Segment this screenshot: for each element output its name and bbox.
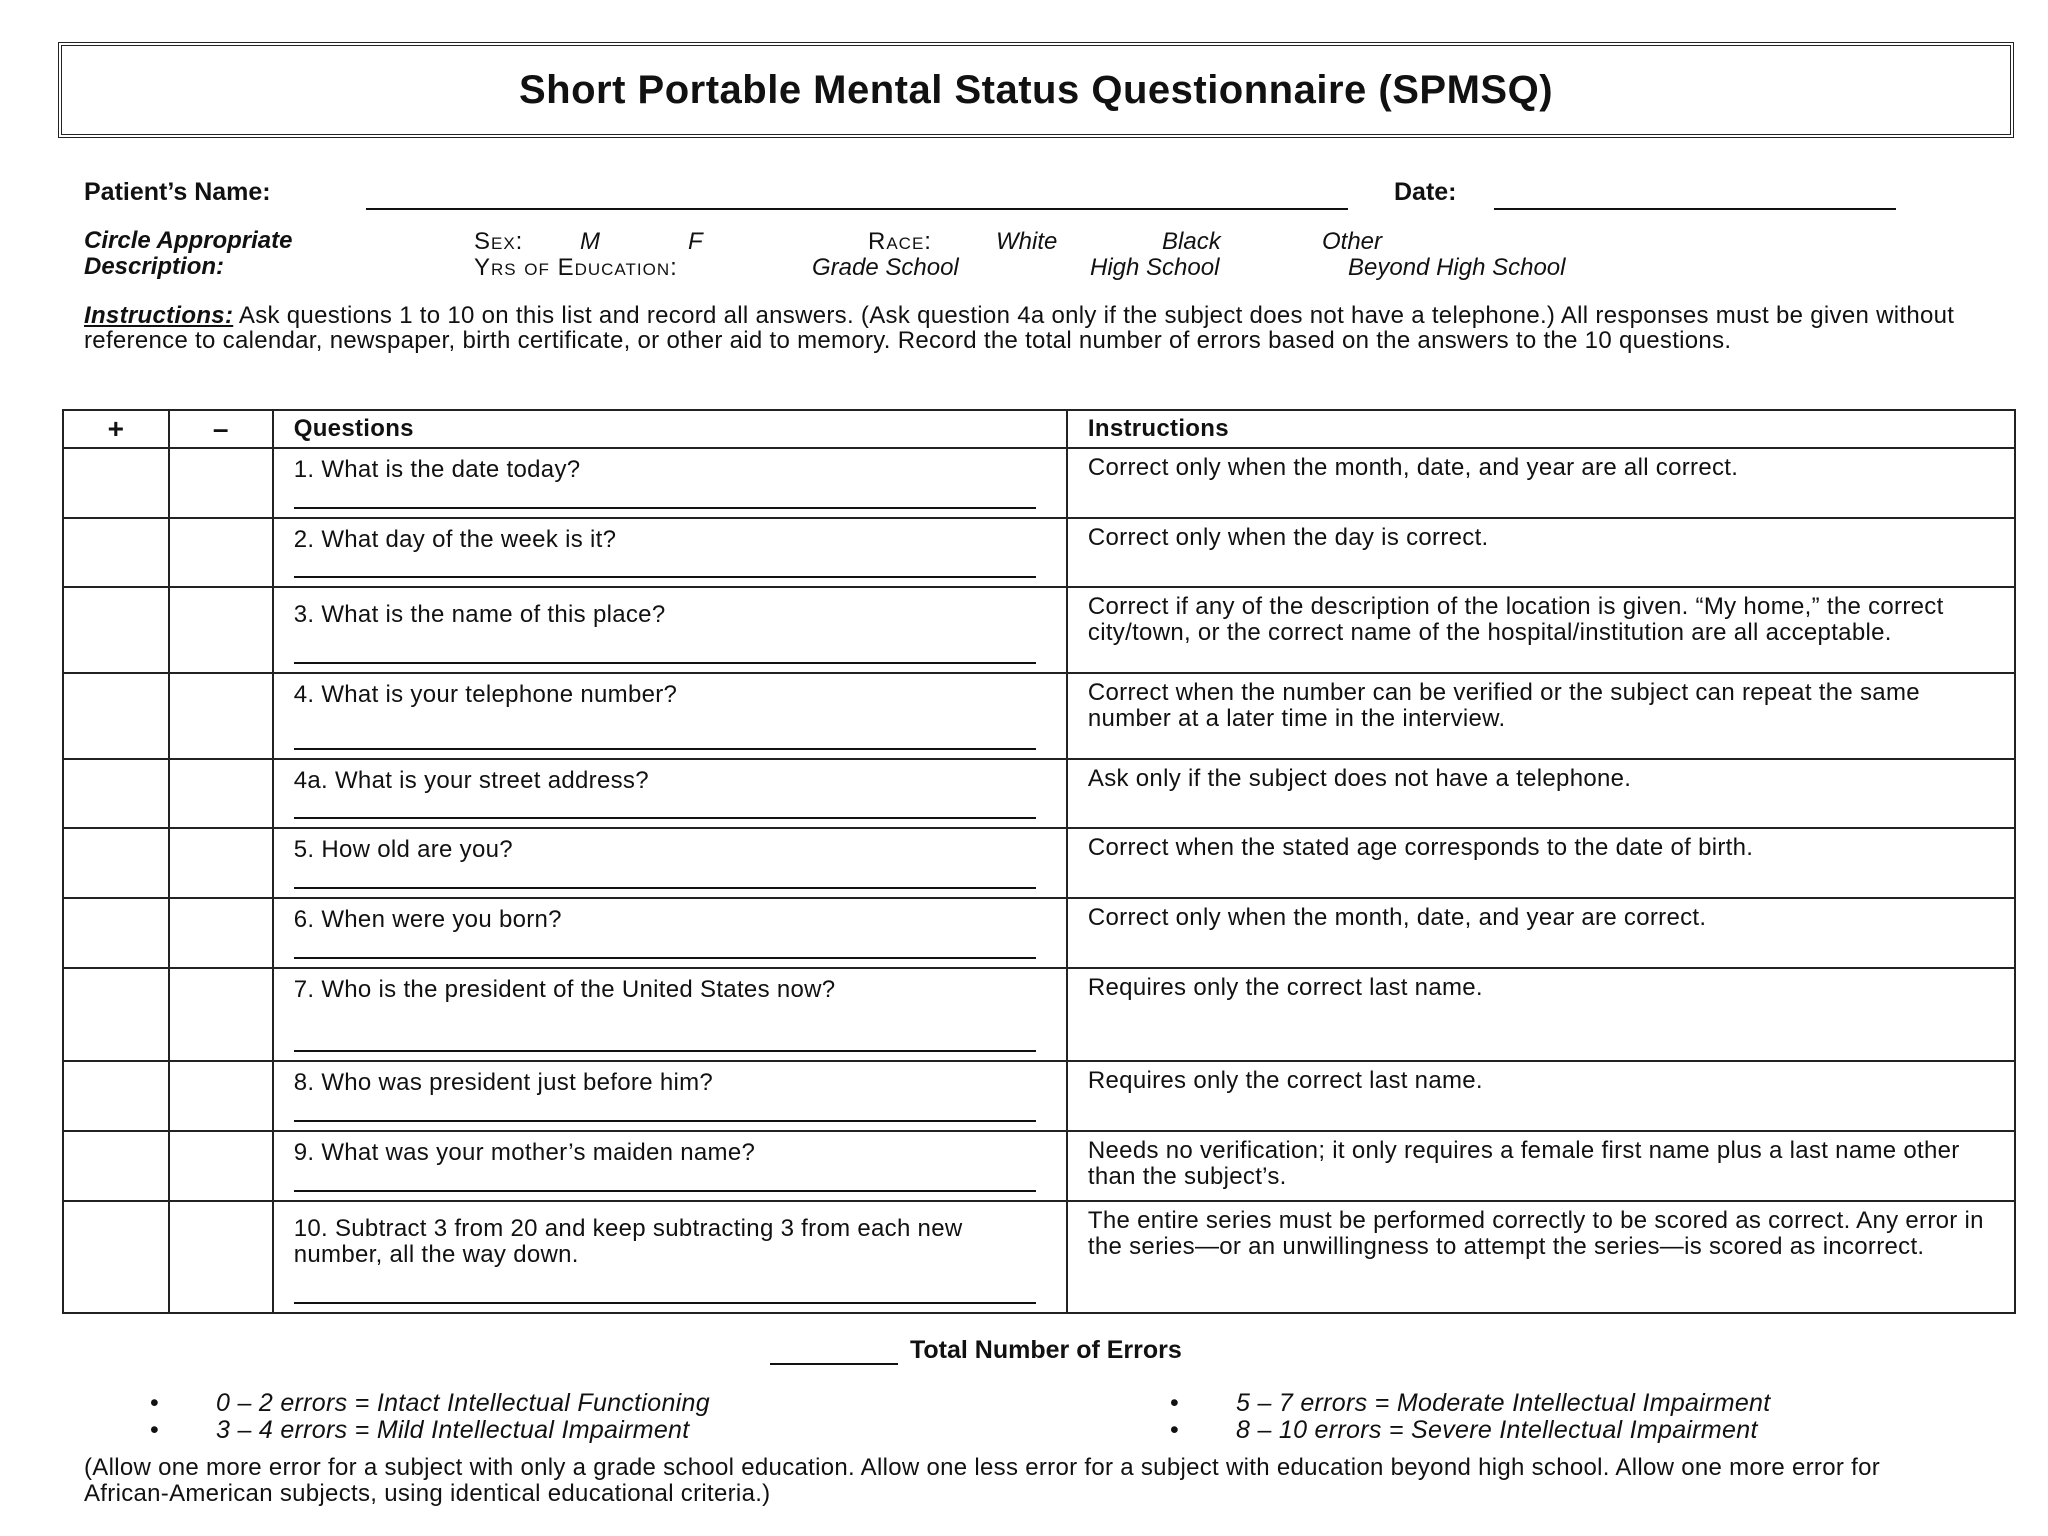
question-text: 4. What is your telephone number? — [293, 681, 678, 708]
scoring-list-left — [150, 1390, 710, 1444]
answer-line[interactable] — [294, 1302, 1036, 1304]
plus-cell[interactable] — [63, 587, 169, 673]
question-cell — [273, 448, 1067, 518]
question-cell — [273, 673, 1067, 759]
table-row — [63, 759, 2015, 828]
table-row — [63, 673, 2015, 759]
education-option-high-school[interactable]: High School — [1090, 254, 1220, 281]
question-text: 3. What is the name of this place? — [293, 601, 666, 628]
answer-line[interactable] — [294, 1190, 1036, 1192]
instruction-cell: Correct only when the month, date, and year are all correct. — [1067, 448, 2015, 518]
instruction-cell: The entire series must be performed correctly to be scored as correct. Any error in the series—or an unwillingness to attempt the series—is scored as incorrect. — [1067, 1201, 2015, 1313]
plus-cell[interactable] — [63, 518, 169, 587]
plus-cell[interactable] — [63, 1131, 169, 1201]
table-row — [63, 1061, 2015, 1131]
education-option-beyond-high-school[interactable]: Beyond High School — [1348, 254, 1566, 281]
table-row — [63, 828, 2015, 898]
scoring-item: • 0 – 2 errors = Intact Intellectual Functioning — [150, 1390, 710, 1417]
question-text: 10. Subtract 3 from 20 and keep subtracting 3 from each new number, all the way down. — [293, 1215, 963, 1268]
minus-cell[interactable] — [169, 448, 273, 518]
instruction-cell: Correct when the stated age corresponds to the date of birth. — [1067, 828, 2015, 898]
instructions-label: Instructions: — [84, 302, 234, 329]
instruction-cell: Ask only if the subject does not have a telephone. — [1067, 759, 2015, 828]
sex-label: Sex: — [474, 228, 524, 255]
minus-column-header: – — [169, 410, 273, 448]
scoring-note: (Allow one more error for a subject with only a grade school education. Allow one less error for a subject with education beyond high school. Allow one more error for African-American subjects, using identical educational criteria.) — [84, 1454, 1881, 1507]
question-cell — [273, 587, 1067, 673]
answer-line[interactable] — [294, 748, 1036, 750]
questions-column-header: Questions — [273, 410, 1067, 448]
race-label: Race: — [868, 228, 932, 255]
table-row — [63, 448, 2015, 518]
questions-table — [62, 409, 2016, 1314]
minus-cell[interactable] — [169, 968, 273, 1061]
minus-cell[interactable] — [169, 759, 273, 828]
description-label: Circle Appropriate Description: — [84, 227, 293, 280]
race-option-other[interactable]: Other — [1322, 228, 1383, 255]
question-cell — [273, 1131, 1067, 1201]
minus-cell[interactable] — [169, 673, 273, 759]
plus-cell[interactable] — [63, 759, 169, 828]
instructions-text: Ask questions 1 to 10 on this list and record all answers. (Ask question 4a only if the subject does not have a telephone.) All responses must be given without reference to calendar, newspaper, birth certificate, or other aid to memory. Record the total number of errors based on the answers to the 10 questions. — [84, 302, 1955, 354]
question-text: 1. What is the date today? — [293, 456, 581, 483]
patient-name-label: Patient’s Name: — [84, 178, 271, 206]
race-option-white[interactable]: White — [996, 228, 1058, 255]
sex-option-m[interactable]: M — [580, 228, 600, 255]
question-text: 6. When were you born? — [293, 906, 562, 933]
question-cell — [273, 1061, 1067, 1131]
instruction-cell: Requires only the correct last name. — [1067, 968, 2015, 1061]
plus-cell[interactable] — [63, 1061, 169, 1131]
minus-cell[interactable] — [169, 1061, 273, 1131]
plus-cell[interactable] — [63, 828, 169, 898]
date-label: Date: — [1394, 178, 1457, 206]
instruction-cell: Correct only when the day is correct. — [1067, 518, 2015, 587]
total-errors-label: Total Number of Errors — [910, 1336, 1182, 1364]
instructions-paragraph — [84, 303, 1994, 353]
page-title: Short Portable Mental Status Questionnaire (SPMSQ) — [518, 67, 1554, 112]
total-errors-row — [770, 1336, 1182, 1365]
instruction-cell: Correct when the number can be verified or the subject can repeat the same number at a later time in the interview. — [1067, 673, 2015, 759]
instruction-cell: Correct only when the month, date, and year are correct. — [1067, 898, 2015, 968]
scoring-item: • 3 – 4 errors = Mild Intellectual Impairment — [150, 1417, 710, 1444]
scoring-item: • 8 – 10 errors = Severe Intellectual Impairment — [1170, 1417, 1771, 1444]
answer-line[interactable] — [294, 817, 1036, 819]
question-text: 2. What day of the week is it? — [293, 526, 617, 553]
sex-option-f[interactable]: F — [688, 228, 703, 255]
answer-line[interactable] — [294, 507, 1036, 509]
answer-line[interactable] — [294, 887, 1036, 889]
answer-line[interactable] — [294, 662, 1036, 664]
instructions-column-header: Instructions — [1067, 410, 2015, 448]
education-label: Yrs of Education: — [474, 254, 678, 281]
table-header-row — [63, 410, 2015, 448]
plus-cell[interactable] — [63, 968, 169, 1061]
title-box — [58, 42, 2014, 138]
minus-cell[interactable] — [169, 587, 273, 673]
plus-cell[interactable] — [63, 1201, 169, 1313]
minus-cell[interactable] — [169, 1131, 273, 1201]
scoring-item: • 5 – 7 errors = Moderate Intellectual Impairment — [1170, 1390, 1771, 1417]
table-row — [63, 1131, 2015, 1201]
description-block — [84, 228, 1984, 288]
instruction-cell: Needs no verification; it only requires a female first name plus a last name other than the subject’s. — [1067, 1131, 2015, 1201]
total-errors-field[interactable] — [770, 1363, 898, 1365]
plus-column-header: + — [63, 410, 169, 448]
date-field[interactable] — [1494, 208, 1896, 210]
minus-cell[interactable] — [169, 518, 273, 587]
education-option-grade-school[interactable]: Grade School — [812, 254, 959, 281]
question-text: 9. What was your mother’s maiden name? — [293, 1139, 756, 1166]
answer-line[interactable] — [294, 576, 1036, 578]
plus-cell[interactable] — [63, 898, 169, 968]
table-row — [63, 587, 2015, 673]
question-cell — [273, 759, 1067, 828]
instruction-cell: Correct if any of the description of the location is given. “My home,” the correct city/town, or the correct name of the hospital/institution are all acceptable. — [1067, 587, 2015, 673]
question-text: 4a. What is your street address? — [293, 767, 649, 794]
instruction-cell: Requires only the correct last name. — [1067, 1061, 2015, 1131]
answer-line[interactable] — [294, 957, 1036, 959]
table-row — [63, 968, 2015, 1061]
patient-name-field[interactable] — [366, 208, 1348, 210]
plus-cell[interactable] — [63, 673, 169, 759]
table-row — [63, 1201, 2015, 1313]
question-cell — [273, 898, 1067, 968]
question-cell — [273, 518, 1067, 587]
plus-cell[interactable] — [63, 448, 169, 518]
scoring-list-right — [1170, 1390, 1771, 1444]
patient-info-row — [84, 178, 1924, 214]
minus-cell[interactable] — [169, 898, 273, 968]
answer-line[interactable] — [294, 1120, 1036, 1122]
table-row — [63, 898, 2015, 968]
minus-cell[interactable] — [169, 828, 273, 898]
race-option-black[interactable]: Black — [1162, 228, 1221, 255]
question-text: 8. Who was president just before him? — [293, 1069, 714, 1096]
answer-line[interactable] — [294, 1050, 1036, 1052]
question-cell — [273, 828, 1067, 898]
question-text: 5. How old are you? — [293, 836, 513, 863]
minus-cell[interactable] — [169, 1201, 273, 1313]
question-text: 7. Who is the president of the United States now? — [293, 976, 836, 1003]
table-row — [63, 518, 2015, 587]
question-cell — [273, 1201, 1067, 1313]
question-cell — [273, 968, 1067, 1061]
